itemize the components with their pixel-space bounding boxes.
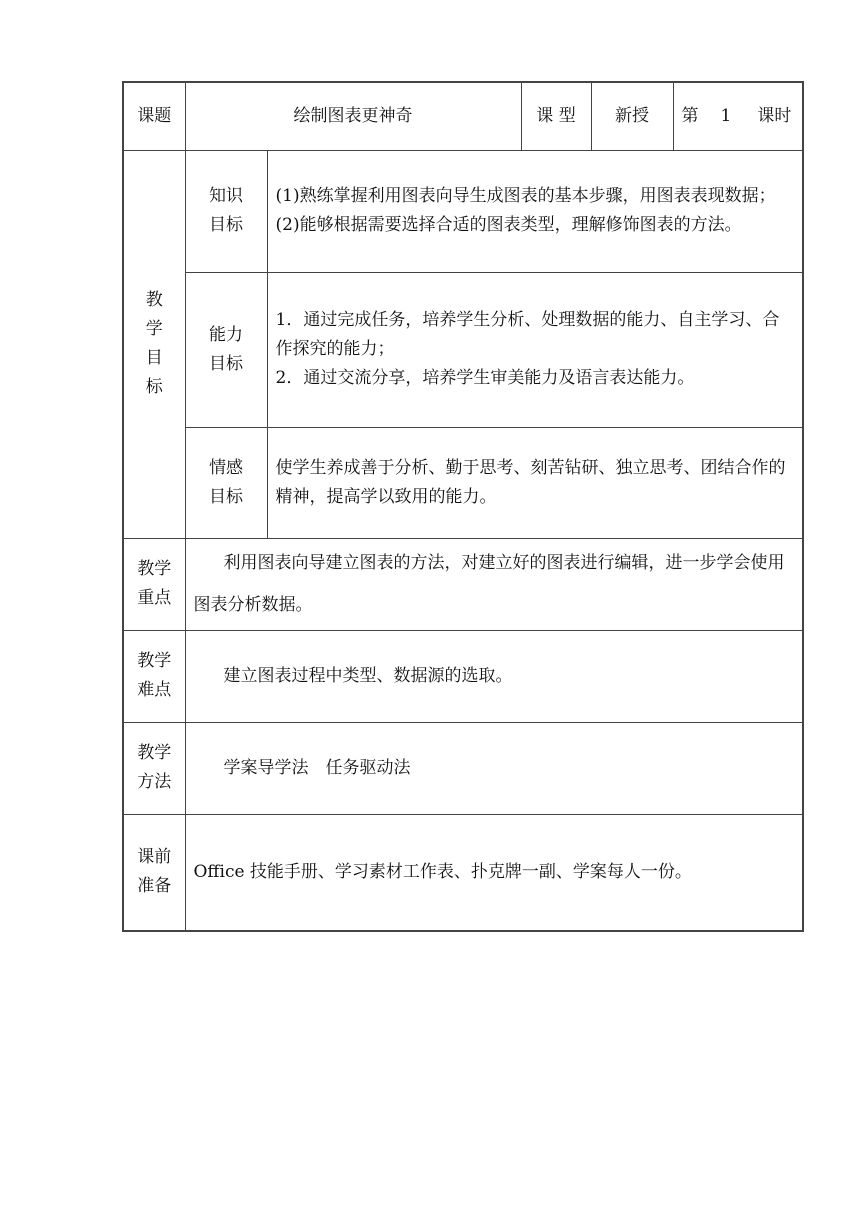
- ability-label-line: 能力: [209, 324, 243, 345]
- lesson-number-cell: [673, 82, 803, 150]
- ability-label-line: 目标: [209, 353, 243, 374]
- preparation-label-line: 准备: [137, 876, 172, 897]
- knowledge-row: [123, 150, 803, 272]
- key-points-label-line: 教学: [137, 559, 172, 579]
- emotion-label-line: 情感: [209, 457, 243, 478]
- objectives-label-char: 标: [145, 377, 163, 397]
- difficulties-row: [123, 630, 803, 722]
- preparation-label-line: 课前: [137, 847, 172, 868]
- emotion-content: 使学生养成善于分析、勤于思考、刻苦钻研、独立思考、团结合作的精神，提高学以致用的能力。: [267, 427, 803, 538]
- knowledge-label-line: 目标: [209, 215, 243, 235]
- emotion-label: [185, 427, 267, 538]
- lesson-plan-table: [122, 81, 804, 932]
- methods-label: [123, 722, 185, 814]
- methods-content: 学案导学法 任务驱动法: [185, 722, 803, 814]
- ability-line: 2．通过交流分享，培养学生审美能力及语言表达能力。: [275, 368, 695, 388]
- knowledge-label-line: 知识: [209, 186, 243, 206]
- knowledge-content: [267, 150, 803, 272]
- emotion-label-line: 目标: [209, 486, 243, 507]
- lesson-suffix: 课时: [757, 105, 792, 126]
- knowledge-label: [185, 150, 267, 272]
- methods-label-line: 教学: [137, 743, 172, 763]
- difficulties-content: 建立图表过程中类型、数据源的选取。: [185, 630, 803, 722]
- ability-row: [123, 272, 803, 427]
- key-points-row: [123, 538, 803, 630]
- lesson-number: 1: [720, 105, 732, 126]
- methods-row: [123, 722, 803, 814]
- lesson-prefix: 第: [681, 105, 699, 126]
- knowledge-line: (2)能够根据需要选择合适的图表类型，理解修饰图表的方法。: [275, 215, 742, 235]
- ability-line: 1．通过完成任务，培养学生分析、处理数据的能力、自主学习、合作探究的能力；: [275, 310, 780, 359]
- type-label: 课 型: [521, 82, 591, 150]
- knowledge-line: (1)熟练掌握利用图表向导生成图表的基本步骤，用图表表现数据；: [275, 186, 776, 206]
- type-value: 新授: [591, 82, 673, 150]
- objectives-label-char: 目: [145, 348, 163, 368]
- objectives-label: [123, 150, 185, 538]
- difficulties-label: [123, 630, 185, 722]
- key-points-label: [123, 538, 185, 630]
- objectives-label-char: 教: [145, 290, 163, 310]
- preparation-content: Office 技能手册、学习素材工作表、扑克牌一副、学案每人一份。: [185, 814, 803, 931]
- objectives-label-char: 学: [145, 319, 163, 339]
- topic-label: 课题: [123, 82, 185, 150]
- preparation-label: [123, 814, 185, 931]
- header-row: [123, 82, 803, 150]
- key-points-content: 利用图表向导建立图表的方法，对建立好的图表进行编辑，进一步学会使用图表分析数据。: [185, 538, 803, 630]
- methods-label-line: 方法: [137, 772, 172, 792]
- key-points-label-line: 重点: [137, 588, 172, 608]
- difficulties-label-line: 难点: [137, 680, 172, 700]
- difficulties-label-line: 教学: [137, 651, 172, 671]
- topic-title: 绘制图表更神奇: [185, 82, 521, 150]
- ability-content: [267, 272, 803, 427]
- preparation-row: [123, 814, 803, 931]
- ability-label: [185, 272, 267, 427]
- emotion-row: [123, 427, 803, 538]
